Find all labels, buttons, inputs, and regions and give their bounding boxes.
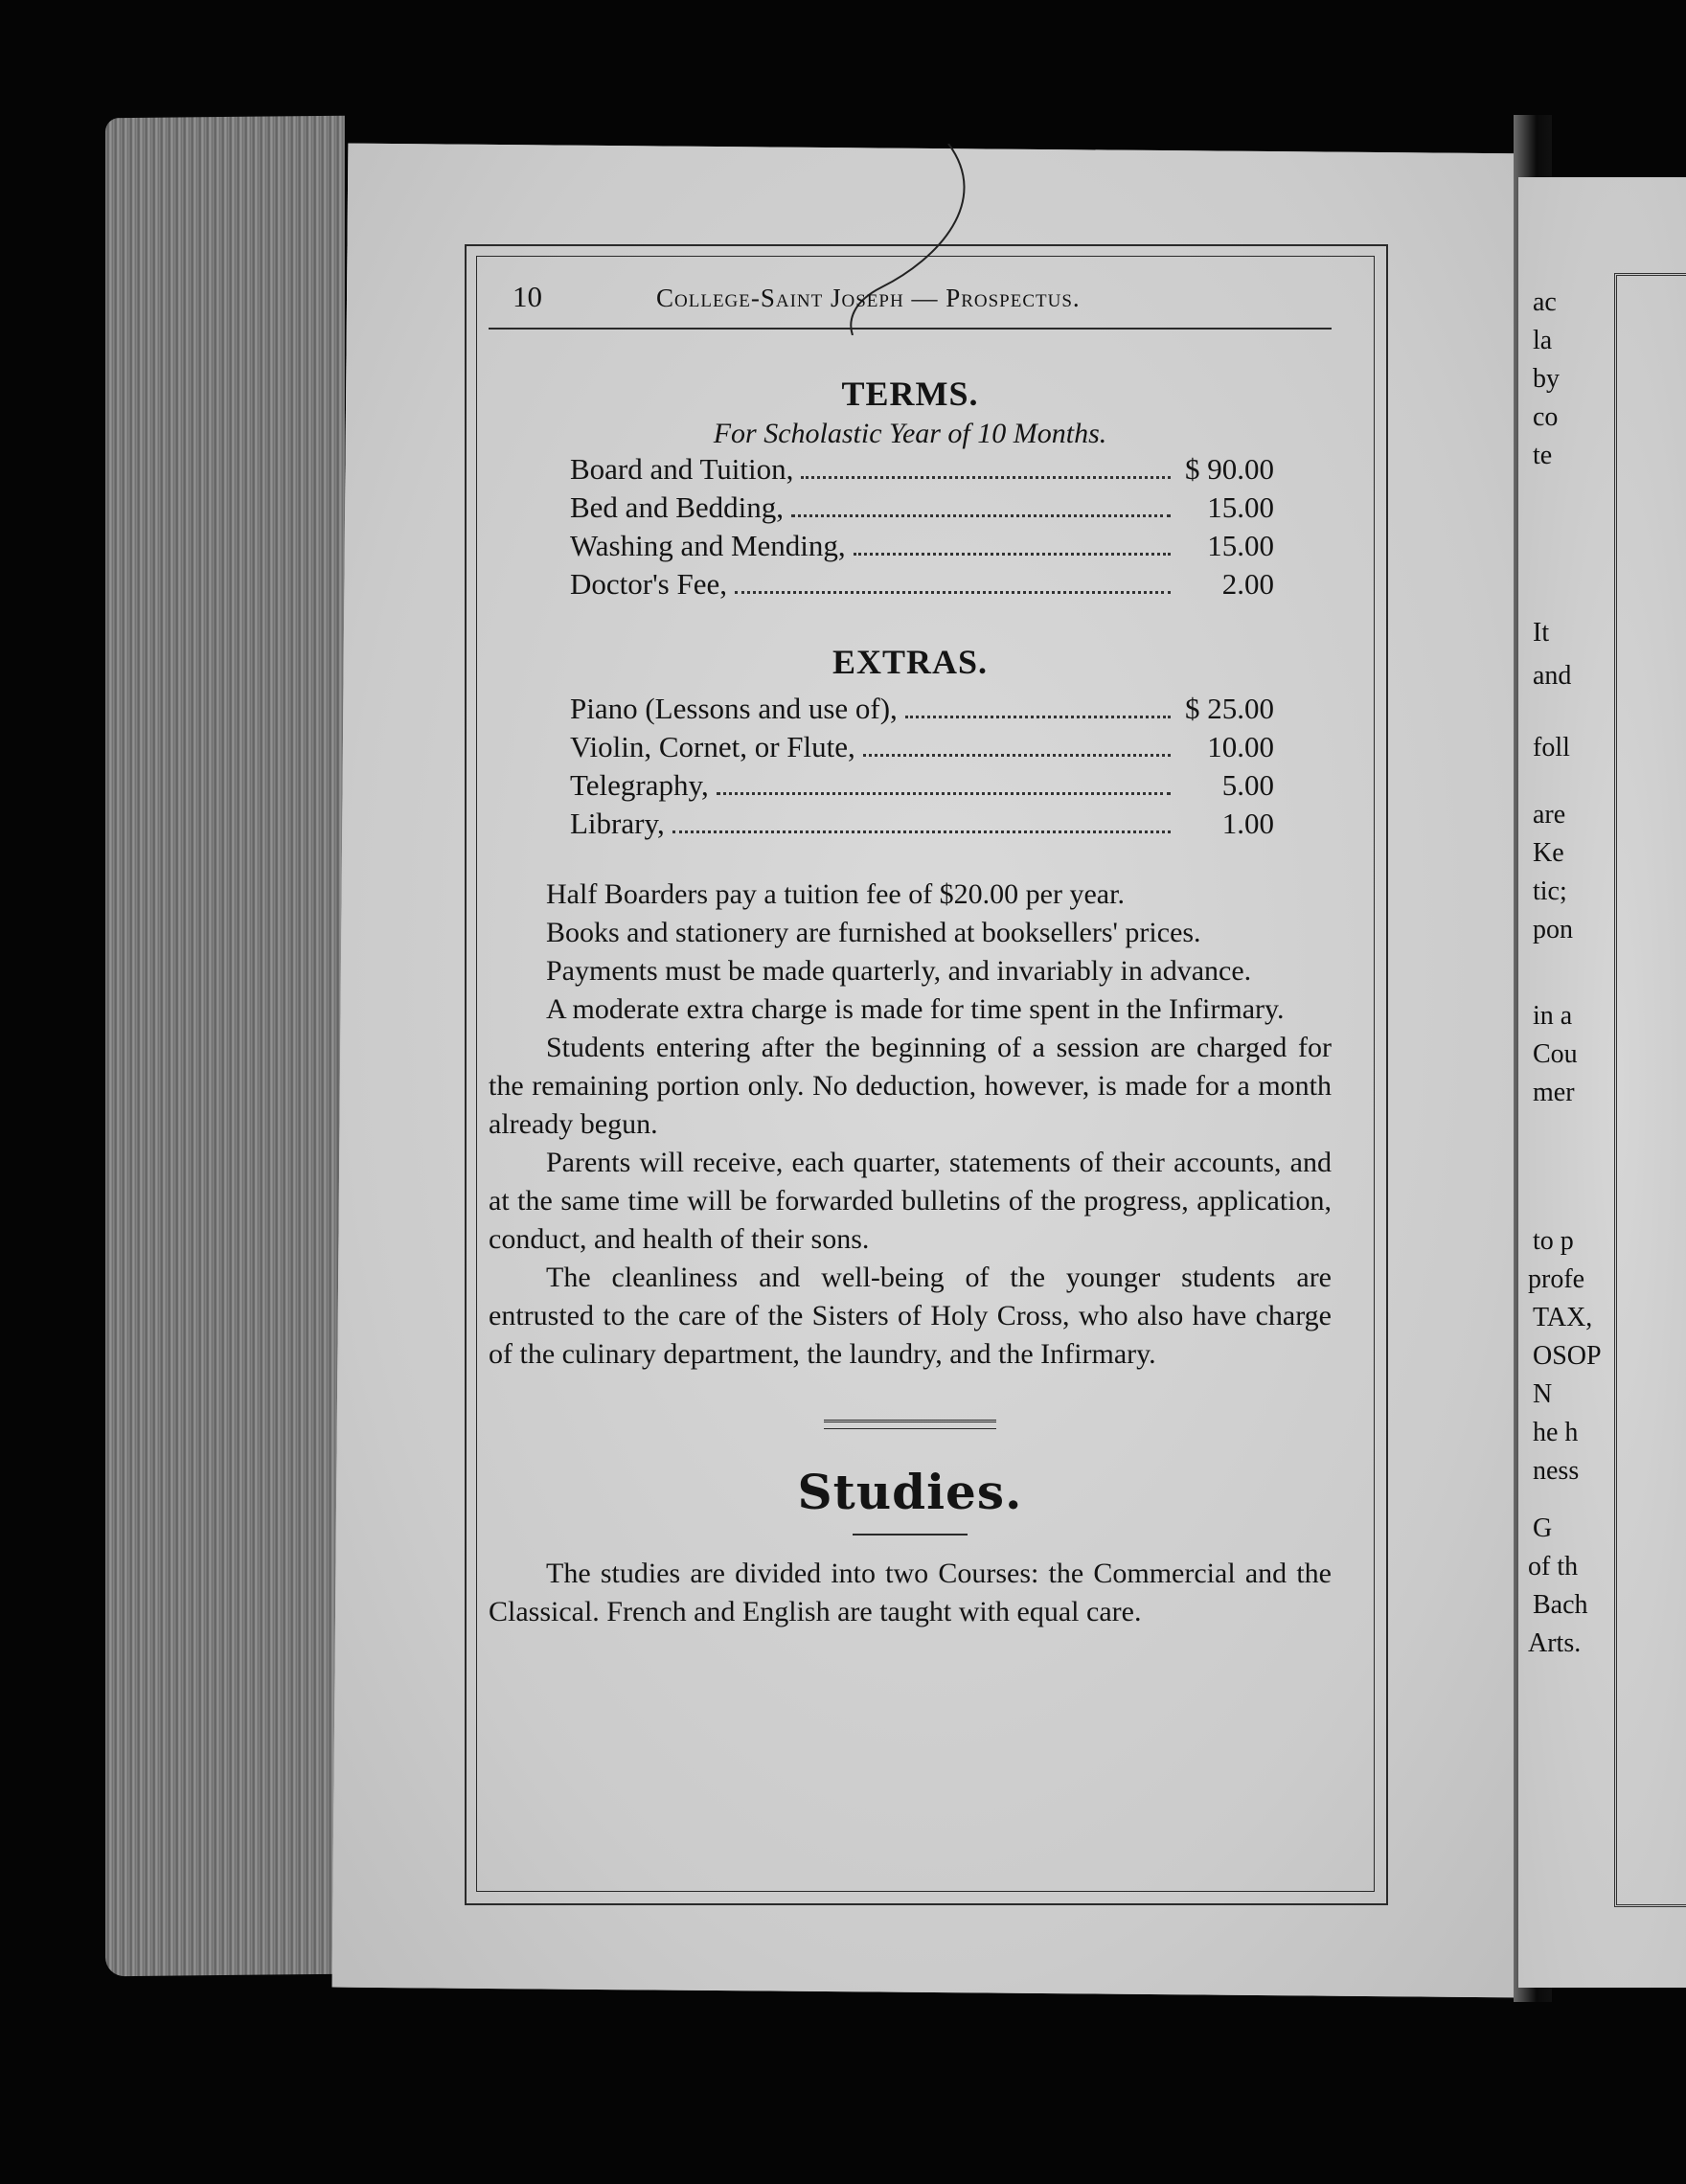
leader-dots bbox=[717, 792, 1171, 795]
leader-dots bbox=[801, 476, 1171, 479]
facing-page-fragment: Bach bbox=[1533, 1590, 1588, 1620]
facing-page-fragment: N bbox=[1533, 1379, 1553, 1409]
terms-row bbox=[570, 565, 1274, 603]
facing-page-fragment: tic; bbox=[1533, 876, 1567, 906]
fee-label: Piano (Lessons and use of), bbox=[570, 692, 898, 725]
facing-page-fragment: OSOP bbox=[1533, 1341, 1602, 1371]
terms-row bbox=[570, 489, 1274, 527]
extras-table bbox=[570, 690, 1274, 843]
facing-page-fragment: ac bbox=[1533, 287, 1557, 317]
fee-amount: 10.00 bbox=[1207, 730, 1274, 763]
facing-page-fragment: Arts. bbox=[1528, 1628, 1582, 1658]
section-divider bbox=[824, 1420, 996, 1429]
facing-page-fragment: la bbox=[1533, 326, 1553, 355]
leader-dots bbox=[735, 591, 1171, 594]
leader-dots bbox=[854, 553, 1171, 556]
leader-dots bbox=[791, 514, 1171, 517]
facing-page-fragment: Ke bbox=[1533, 838, 1564, 868]
fee-amount: 15.00 bbox=[1207, 529, 1274, 562]
studies-paragraph: The studies are divided into two Courses: the Commercial and the Classical. French and English are taught with equal care. bbox=[489, 1558, 1332, 1627]
extras-row bbox=[570, 805, 1274, 843]
fee-label: Violin, Cornet, or Flute, bbox=[570, 730, 855, 763]
paragraph: Students entering after the beginning of a session are charged for the remaining portion only. No deduction, however, is made for a month already begun. bbox=[489, 1032, 1332, 1140]
fee-amount: $ 25.00 bbox=[1185, 692, 1274, 725]
paragraph: Half Boarders pay a tuition fee of $20.00 per year. bbox=[546, 878, 1125, 910]
fee-label: Doctor's Fee, bbox=[570, 567, 727, 601]
fee-label: Telegraphy, bbox=[570, 768, 709, 802]
paragraph: Payments must be made quarterly, and invariably in advance. bbox=[546, 955, 1252, 987]
studies-title: Studies. bbox=[797, 1464, 1023, 1520]
terms-table bbox=[570, 450, 1274, 603]
facing-page-fragment: co bbox=[1533, 402, 1559, 432]
paragraph: Books and stationery are furnished at booksellers' prices. bbox=[546, 917, 1201, 948]
book-page-edges bbox=[105, 116, 345, 1977]
page-content bbox=[489, 259, 1332, 1631]
fee-label: Bed and Bedding, bbox=[570, 490, 784, 524]
facing-page-fragment: It bbox=[1533, 618, 1550, 648]
terms-row bbox=[570, 527, 1274, 565]
paragraph: A moderate extra charge is made for time spent in the Infirmary. bbox=[546, 993, 1285, 1025]
extras-row bbox=[570, 766, 1274, 805]
paragraph: The cleanliness and well-being of the younger students are entrusted to the care of the Sisters of Holy Cross, who also have charge of the culinary department, the laundry, and the Infirmary. bbox=[489, 1262, 1332, 1370]
terms-row bbox=[570, 450, 1274, 489]
page-number: 10 bbox=[513, 280, 542, 313]
fee-label: Board and Tuition, bbox=[570, 452, 794, 486]
leader-dots bbox=[672, 830, 1171, 833]
facing-page-fragment: of th bbox=[1528, 1552, 1579, 1581]
extras-title: EXTRAS. bbox=[832, 643, 989, 681]
running-head bbox=[489, 259, 1332, 330]
facing-page-fragment: pon bbox=[1533, 915, 1573, 944]
facing-page-fragment: mer bbox=[1533, 1078, 1575, 1107]
notes-section bbox=[489, 876, 1332, 1374]
extras-row bbox=[570, 728, 1274, 766]
running-title: College-Saint Joseph — Prospectus. bbox=[656, 284, 1081, 312]
facing-page-fragment: are bbox=[1533, 800, 1566, 830]
facing-page-fragment: in a bbox=[1533, 1001, 1573, 1031]
facing-page-fragment: to p bbox=[1533, 1226, 1574, 1256]
facing-page-fragment: te bbox=[1533, 441, 1553, 470]
fee-amount: $ 90.00 bbox=[1185, 452, 1274, 486]
facing-page-fragment: and bbox=[1533, 661, 1572, 691]
facing-page-fragment: he h bbox=[1533, 1418, 1579, 1447]
fee-amount: 5.00 bbox=[1221, 768, 1274, 802]
leader-dots bbox=[905, 716, 1171, 718]
fee-amount: 15.00 bbox=[1207, 490, 1274, 524]
leader-dots bbox=[863, 754, 1171, 757]
facing-page-fragment: foll bbox=[1533, 733, 1570, 762]
facing-page-fragment: TAX, bbox=[1533, 1303, 1593, 1332]
facing-page bbox=[1518, 177, 1686, 1988]
fee-amount: 1.00 bbox=[1221, 807, 1274, 840]
terms-title: TERMS. bbox=[841, 375, 979, 413]
facing-page-fragment: Cou bbox=[1533, 1039, 1578, 1069]
facing-page-fragment: ness bbox=[1533, 1456, 1580, 1486]
facing-page-fragment: by bbox=[1533, 364, 1560, 394]
facing-page-fragment: profe bbox=[1528, 1264, 1585, 1294]
facing-page-frame bbox=[1614, 273, 1686, 1907]
terms-subtitle: For Scholastic Year of 10 Months. bbox=[713, 418, 1107, 449]
paragraph: Parents will receive, each quarter, statements of their accounts, and at the same time will be forwarded bulletins of the progress, application, conduct, and health of their sons. bbox=[489, 1147, 1332, 1255]
fee-label: Library, bbox=[570, 807, 665, 840]
title-underline bbox=[853, 1534, 968, 1536]
extras-row bbox=[570, 690, 1274, 728]
fee-amount: 2.00 bbox=[1221, 567, 1274, 601]
facing-page-fragment: G bbox=[1533, 1513, 1553, 1543]
fee-label: Washing and Mending, bbox=[570, 529, 846, 562]
